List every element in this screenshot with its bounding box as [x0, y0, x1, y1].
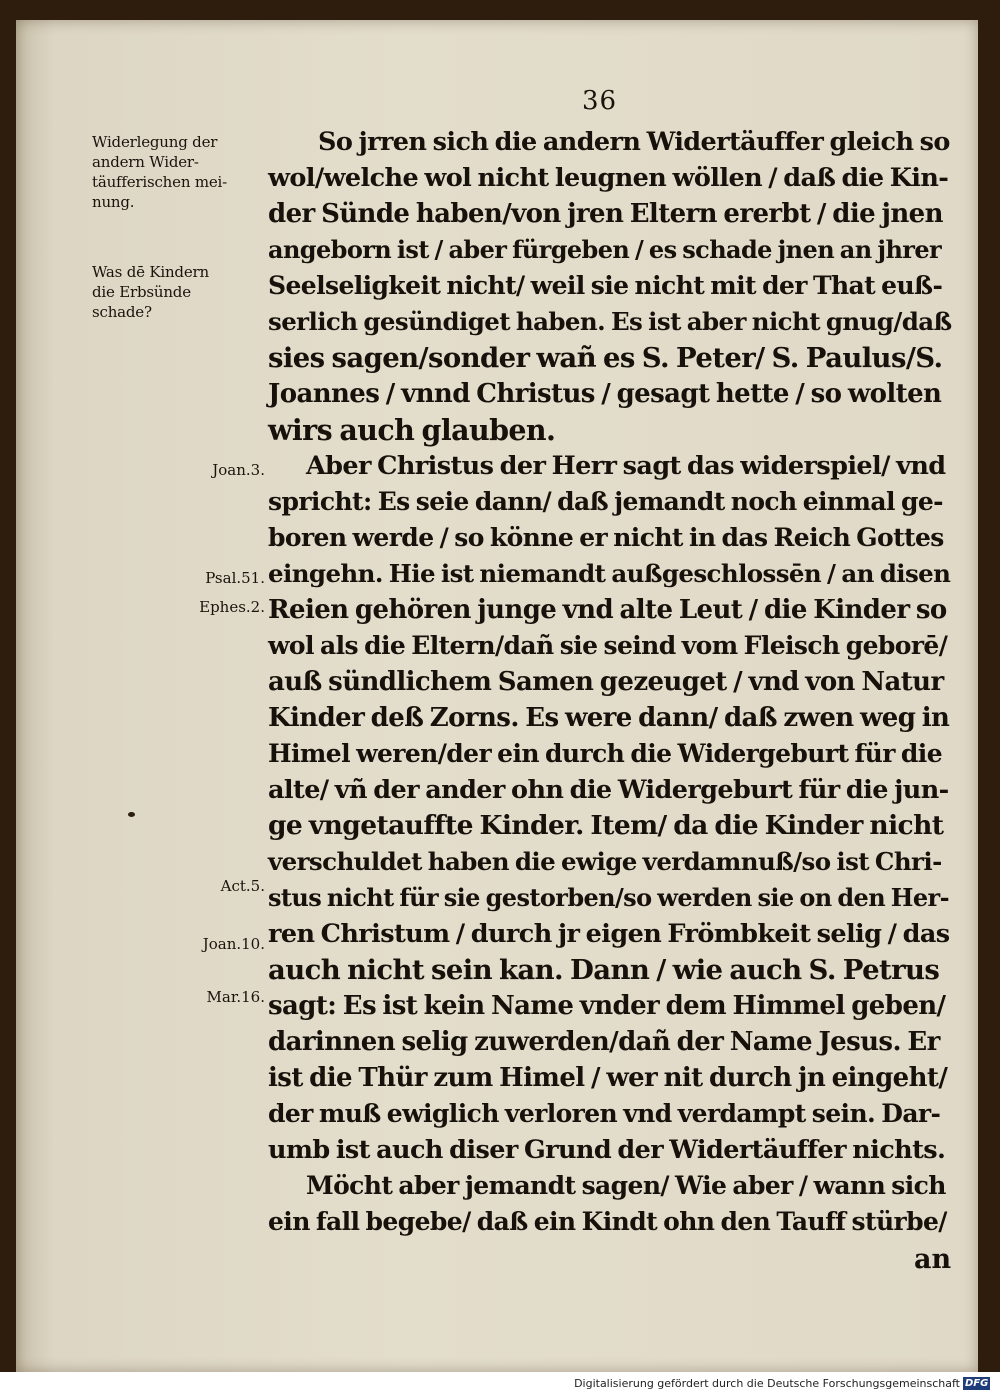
text-line: verschuldet haben die ewige verdamnuß/so ist Chri-: [268, 847, 942, 876]
margin-reference: Psal.51.: [205, 569, 265, 587]
text-line: darinnen selig zuwerden/dañ der Name Jesus. Er: [268, 1027, 940, 1057]
text-line: sies sagen/sonder wañ es S. Peter/ S. Paulus/S.: [268, 342, 943, 374]
text-line: ein fall begebe/ daß ein Kindt ohn den Tauff stürbe/: [268, 1207, 947, 1236]
text-line: Seelseligkeit nicht/ weil sie nicht mit der That euß-: [268, 271, 943, 300]
margin-note-line: Widerlegung der: [92, 133, 218, 151]
margin-reference: Mar.16.: [206, 988, 265, 1006]
text-line: umb ist auch diser Grund der Widertäuffer nichts.: [268, 1135, 946, 1165]
text-line: ge vngetauffte Kinder. Item/ da die Kinder nicht: [268, 810, 944, 841]
text-line: angeborn ist / aber fürgeben / es schade jnen an jhrer: [268, 235, 942, 264]
margin-note-line: Was dē Kindern: [92, 263, 209, 281]
text-line: Himel weren/der ein durch die Widergeburt für die: [268, 739, 942, 768]
page-number: 36: [582, 86, 618, 116]
margin-reference: Ephes.2.: [199, 598, 265, 616]
text-line: wirs auch glauben.: [268, 413, 556, 447]
catchword: an: [914, 1244, 952, 1275]
text-line: sagt: Es ist kein Name vnder dem Himmel geben/: [268, 991, 946, 1021]
text-line: wol als die Eltern/dañ sie seind vom Fleisch geborē/: [268, 631, 948, 660]
margin-note-line: andern Wider-: [92, 153, 199, 171]
text-line: ist die Thür zum Himel / wer nit durch jn eingeht/: [268, 1063, 948, 1093]
text-line: So jrren sich die andern Widertäuffer gleich so: [318, 127, 950, 157]
margin-note-line: die Erbsünde: [92, 283, 191, 301]
text-line: eingehn. Hie ist niemandt außgeschlossēn / an disen: [268, 559, 951, 588]
text-line: Joannes / vnnd Christus / gesagt hette / so wolten: [268, 379, 942, 409]
digitization-credit: Digitalisierung gefördert durch die Deutsche Forschungsgemeinschaft: [574, 1377, 960, 1390]
margin-note-line: schade?: [92, 303, 152, 321]
margin-note-line: nung.: [92, 193, 135, 211]
text-line: alte/ vñ der ander ohn die Widergeburt für die jun-: [268, 775, 949, 805]
text-line: serlich gesündiget haben. Es ist aber nicht gnug/daß: [268, 307, 952, 336]
text-line: stus nicht für sie gestorben/so werden sie on den Her-: [268, 883, 949, 912]
margin-note-line: täufferischen mei-: [92, 173, 228, 191]
margin-reference: Joan.3.: [212, 461, 265, 479]
text-line: auch nicht sein kan. Dann / wie auch S. Petrus: [268, 954, 940, 986]
text-line: wol/welche wol nicht leugnen wöllen / daß die Kin-: [268, 163, 949, 193]
ink-spot: [128, 812, 135, 817]
text-line: Möcht aber jemandt sagen/ Wie aber / wann sich: [306, 1171, 946, 1200]
text-line: Aber Christus der Herr sagt das widerspiel/ vnd: [306, 451, 946, 481]
text-line: Kinder deß Zorns. Es were dann/ daß zwen weg in: [268, 703, 950, 733]
text-line: der Sünde haben/von jren Eltern ererbt / die jnen: [268, 199, 943, 229]
margin-reference: Act.5.: [220, 877, 265, 895]
text-line: spricht: Es seie dann/ daß jemandt noch einmal ge-: [268, 487, 943, 516]
text-line: der muß ewiglich verloren vnd verdampt sein. Dar-: [268, 1099, 941, 1128]
margin-reference: Joan.10.: [202, 935, 265, 953]
text-line: Reien gehören junge vnd alte Leut / die Kinder so: [268, 595, 947, 625]
dfg-logo: DFG: [965, 1378, 989, 1389]
text-line: boren werde / so könne er nicht in das Reich Gottes: [268, 523, 944, 552]
text-line: auß sündlichem Samen gezeuget / vnd von Natur: [268, 667, 944, 697]
text-line: ren Christum / durch jr eigen Frömbkeit selig / das: [268, 919, 950, 949]
